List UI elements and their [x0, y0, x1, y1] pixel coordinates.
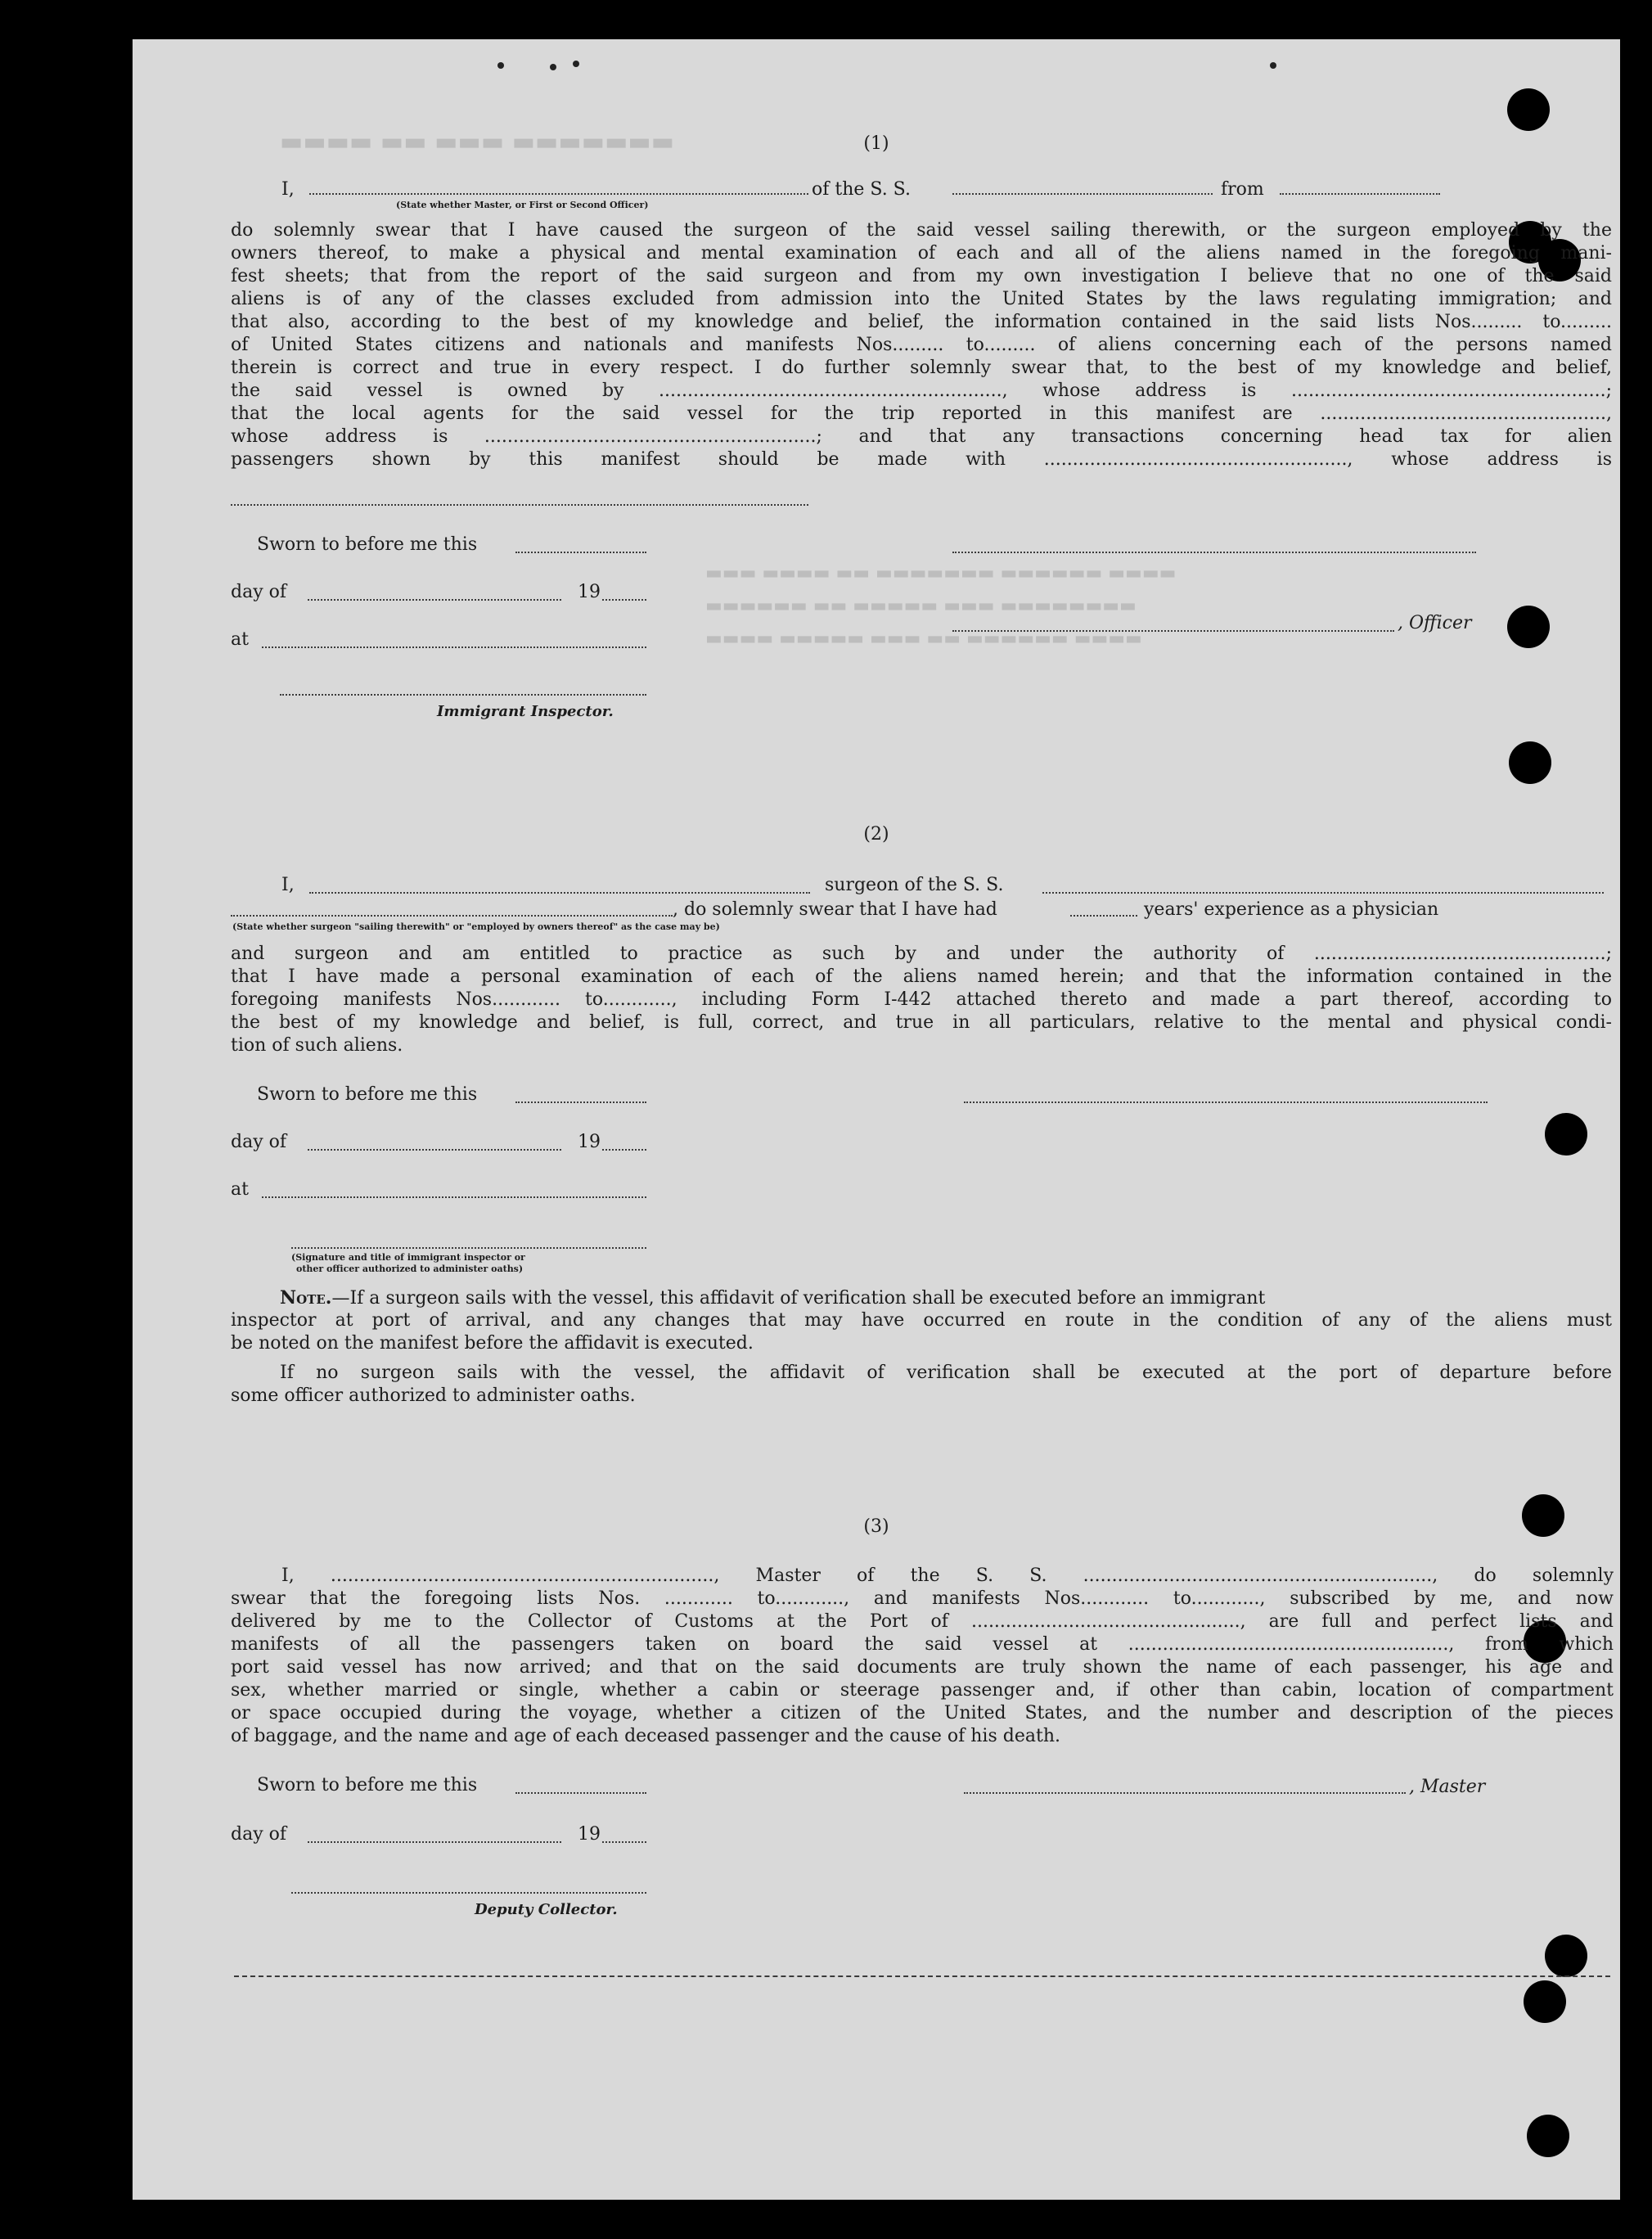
s3-text-line: of baggage, and the name and age of each deceased passenger and the cause of his death. [231, 1726, 1060, 1746]
s1-text-line: therein is correct and true in every respect. I do further solemnly swear that, to the best of my knowledge and belief, [231, 358, 1612, 378]
bleed-through: ▬▬▬ ▬▬▬▬ ▬▬ ▬▬▬▬▬▬▬ ▬▬▬▬▬▬ ▬▬▬▬ [705, 563, 1177, 583]
s2-text-line: tion of such aliens. [231, 1035, 403, 1056]
s3-collector-signature-line[interactable] [291, 1892, 646, 1894]
s2-at-line[interactable] [262, 1196, 646, 1198]
s2-surgeon-of-label: surgeon of the S. S. [825, 875, 1004, 895]
s1-inspector-label: Immigrant Inspector. [437, 703, 614, 720]
s2-surgeon-name-line[interactable] [309, 892, 810, 894]
bleed-through: ▬▬▬▬ ▬▬ ▬▬▬ ▬▬▬▬▬▬▬ [280, 128, 675, 156]
s3-text-line: manifests of all the passengers taken on board the said vessel at ........................................................, from which [231, 1634, 1614, 1655]
s1-text-line: whose address is ..........................................................; and that any transactions concerning head tax for alien [231, 426, 1612, 447]
bleed-through: ▬▬▬▬▬▬ ▬▬ ▬▬▬▬▬ ▬▬▬ ▬▬▬▬▬▬▬▬ [705, 596, 1137, 616]
punch-hole [1545, 1935, 1587, 1977]
s2-text-line: and surgeon and am entitled to practice as such by and under the authority of ...................................................; [231, 944, 1612, 964]
s2-i-label: I, [281, 875, 295, 895]
s2-at-label: at [231, 1179, 249, 1200]
s1-sworn-date-line[interactable] [515, 552, 646, 553]
s3-text-line: I, ..................................................................., Master of the S. S. ............................................................., do solemnly [281, 1565, 1614, 1586]
s3-year-label: 19 [578, 1824, 601, 1845]
s2-years-line[interactable] [1070, 915, 1137, 917]
section-2-heading: (2) [863, 824, 889, 845]
ink-speck [550, 64, 556, 70]
s2-sworn-date-line[interactable] [515, 1101, 646, 1103]
s1-text-line: fest sheets; that from the report of the said surgeon and from my own investigation I believe that no one of the said [231, 266, 1612, 286]
s1-officer-signature-line[interactable] [952, 552, 1476, 553]
s3-day-of-line[interactable] [308, 1841, 561, 1843]
s3-sworn-date-line[interactable] [515, 1792, 646, 1794]
s2-surgeon-signature-line[interactable] [964, 1101, 1488, 1103]
s2-note-line: be noted on the manifest before the affidavit is executed. [231, 1333, 754, 1354]
s1-from-label: from [1221, 179, 1264, 200]
s2-years-label: years' experience as a physician [1144, 899, 1439, 920]
s1-text-line: do solemnly swear that I have caused the surgeon of the said vessel sailing therewith, or the surgeon employed by the [231, 220, 1612, 241]
form-sheet [133, 39, 1620, 2200]
bleed-through: ▬▬▬▬ ▬▬▬▬▬ ▬▬▬ ▬▬ ▬▬▬▬▬▬ ▬▬▬▬ [705, 628, 1142, 649]
s1-text-line: passengers shown by this manifest should be made with ....................................................., whose address is [231, 449, 1612, 470]
s1-address-continuation-line[interactable] [231, 504, 808, 506]
s2-note-line: inspector at port of arrival, and any changes that may have occurred en route in the condition of any of the aliens must [231, 1310, 1612, 1331]
s2-year-line[interactable] [602, 1149, 646, 1151]
punch-hole [1507, 606, 1550, 648]
s1-sworn-label: Sworn to before me this [257, 534, 478, 555]
s2-text-line: that I have made a personal examination of each of the aliens named herein; and that the information contained in the [231, 966, 1612, 987]
s1-officer-label: , Officer [1398, 613, 1472, 633]
s2-day-of-line[interactable] [308, 1149, 561, 1151]
punch-hole [1545, 1113, 1587, 1156]
s3-sworn-label: Sworn to before me this [257, 1775, 478, 1795]
s2-year-label: 19 [578, 1132, 601, 1152]
note-label: Note. [280, 1287, 332, 1309]
s3-text-line: port said vessel has now arrived; and that on the said documents are truly shown the name of each passenger, his age and [231, 1657, 1614, 1678]
ink-speck [1270, 62, 1276, 69]
s1-day-of-line[interactable] [308, 599, 561, 601]
s1-at-label: at [231, 629, 249, 650]
s1-year-label: 19 [578, 582, 601, 602]
s1-text-line: that also, according to the best of my knowledge and belief, the information contained in the said lists Nos......... to......... [231, 312, 1612, 332]
s3-text-line: or space occupied during the voyage, whether a citizen of the United States, and the number and description of the pieces [231, 1703, 1614, 1723]
s3-text-line: swear that the foregoing lists Nos. ............ to............, and manifests Nos............ to............, subscribed by me, and now [231, 1588, 1614, 1609]
s2-affidavit-text [231, 943, 1612, 1057]
s1-of-ss-label: of the S. S. [812, 179, 911, 200]
s1-day-of-label: day of [231, 582, 287, 602]
s3-affidavit-text [231, 1565, 1614, 1748]
s1-from-port-line[interactable] [1280, 193, 1440, 195]
punch-hole [1509, 741, 1551, 784]
s2-surgeon-caption: (State whether surgeon "sailing therewith" or "employed by owners thereof" as the case may be) [232, 921, 720, 932]
s3-year-line[interactable] [602, 1841, 646, 1843]
s2-text-line: foregoing manifests Nos............ to............, including Form I-442 attached thereto and made a part thereof, according to [231, 989, 1612, 1010]
s1-text-line: of United States citizens and nationals and manifests Nos......... to......... of aliens concerning each of the persons named [231, 335, 1612, 355]
s1-text-line: that the local agents for the said vessel for the trip reported in this manifest are .................................................., [231, 403, 1612, 424]
s1-text-line: owners thereof, to make a physical and mental examination of each and all of the aliens named in the foregoing mani- [231, 243, 1612, 264]
s2-note-line: If no surgeon sails with the vessel, the affidavit of verification shall be executed at the port of departure before [280, 1363, 1612, 1383]
section-3-heading: (3) [863, 1516, 889, 1537]
s3-day-of-label: day of [231, 1824, 287, 1845]
s1-affidavit-text [231, 219, 1612, 471]
ink-speck [497, 62, 504, 69]
note-text: —If a surgeon sails with the vessel, this affidavit of verification shall be executed before an immigrant [331, 1288, 1266, 1309]
s2-note-line: some officer authorized to administer oaths. [231, 1385, 636, 1406]
s2-day-of-label: day of [231, 1132, 287, 1152]
s2-ship-name-line[interactable] [1042, 892, 1604, 894]
s3-collector-label: Deputy Collector. [475, 1901, 618, 1918]
s1-inspector-signature-line[interactable] [280, 694, 646, 696]
section-1-heading: (1) [863, 133, 889, 154]
s3-text-line: delivered by me to the Collector of Customs at the Port of ..............................................., are full and perfect lists and [231, 1611, 1614, 1632]
s2-signature-caption-1: (Signature and title of immigrant inspector or [291, 1252, 525, 1263]
s2-swear-label: , do solemnly swear that I have had [673, 899, 997, 920]
s2-signature-caption-2: other officer authorized to administer oaths) [296, 1264, 524, 1274]
s3-master-signature-line[interactable] [964, 1792, 1406, 1794]
punch-hole [1507, 88, 1550, 131]
s2-sworn-label: Sworn to before me this [257, 1084, 478, 1105]
s2-note-line [280, 1286, 1265, 1310]
s1-officer-title-line[interactable] [952, 630, 1394, 632]
s1-at-line[interactable] [262, 646, 646, 648]
s1-text-line: the said vessel is owned by ............................................................, whose address is .......................................................; [231, 381, 1612, 401]
s1-i-label: I, [281, 179, 295, 200]
s2-inspector-signature-line[interactable] [291, 1247, 646, 1249]
s1-ship-name-line[interactable] [952, 193, 1213, 195]
s1-text-line: aliens is of any of the classes excluded from admission into the United States by the laws regulating immigration; and [231, 289, 1612, 309]
punch-hole [1524, 1980, 1566, 2023]
s2-text-line: the best of my knowledge and belief, is full, correct, and true in all particulars, relative to the mental and physical condi- [231, 1012, 1612, 1033]
s1-officer-caption: (State whether Master, or First or Second Officer) [396, 200, 649, 210]
s3-master-label: , Master [1409, 1777, 1486, 1797]
ink-speck [573, 61, 579, 67]
s2-surgeon-status-line[interactable] [231, 915, 673, 917]
bottom-divider [234, 1975, 1610, 1977]
s3-text-line: sex, whether married or single, whether a cabin or steerage passenger and, if other than cabin, location of compartment [231, 1680, 1614, 1701]
s1-year-line[interactable] [602, 599, 646, 601]
punch-hole [1527, 2115, 1569, 2157]
s1-officer-name-line[interactable] [309, 193, 808, 195]
